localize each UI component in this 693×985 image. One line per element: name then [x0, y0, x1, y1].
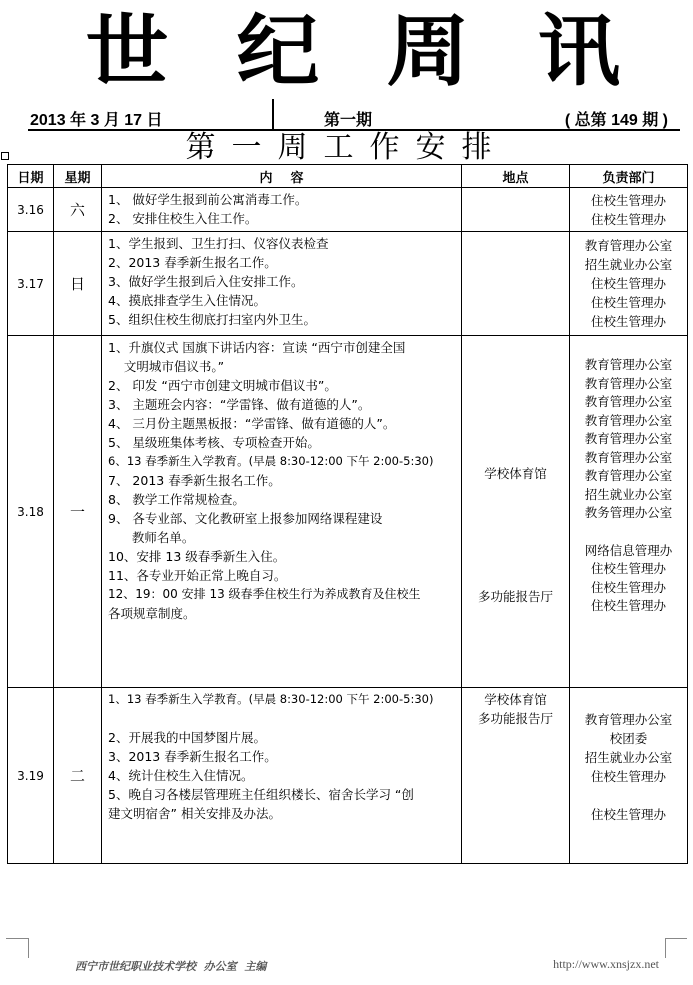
dept-line: 住校生管理办: [590, 314, 666, 329]
dept-line: 住校生管理办: [590, 295, 666, 310]
dept-line: 住校生管理办: [590, 211, 666, 227]
content-line: 1、升旗仪式 国旗下讲话内容：宣读 “西宁市创建全国: [108, 340, 406, 355]
content-line: 10、安排 13 级春季新生入住。: [108, 549, 286, 564]
row-date: 3.18: [8, 336, 54, 688]
header-content: 内 容: [102, 165, 462, 188]
content-line: 7、 2013 春季新生报名工作。: [108, 473, 281, 488]
dept-line: 教育管理办公室: [584, 468, 673, 483]
footer-url: http://www.xnsjzx.net: [553, 957, 659, 971]
place-line: 学校体育馆: [484, 692, 547, 707]
row-place: [462, 688, 570, 864]
dept-line: 网络信息管理办: [584, 542, 673, 558]
content-line: 5、晚自习各楼层管理班主任组织楼长、宿舍长学习 “创: [108, 787, 414, 802]
place-line: 学校体育馆: [484, 466, 547, 481]
row-place: [462, 336, 570, 688]
corner-mark: [6, 938, 28, 939]
header-place: 地点: [462, 165, 570, 188]
row-place: [462, 232, 570, 336]
corner-mark: [665, 938, 687, 939]
content-line: 教师名单。: [108, 530, 195, 545]
table-row: [8, 336, 688, 688]
dept-line: 教育管理办公室: [584, 357, 673, 372]
content-line: 6、13 春季新生入学教育。(早晨 8:30-12:00 下午 2:00-5:30): [108, 454, 434, 468]
dept-line: 校团委: [609, 731, 648, 746]
content-line: 文明城市倡议书。”: [108, 359, 225, 374]
table-row: [8, 688, 688, 864]
dept-line: 住校生管理办: [590, 561, 666, 576]
week-title: 第一周工作安排: [185, 130, 508, 165]
content-line: 3、做好学生报到后入住安排工作。: [108, 274, 304, 289]
row-weekday: 六: [54, 188, 102, 232]
header-dept: 负责部门: [570, 165, 688, 188]
issue-info-bar: [28, 103, 680, 131]
header-date: 日期: [8, 165, 54, 188]
content-line: 9、 各专业部、文化教研室上报参加网络课程建设: [108, 511, 383, 526]
row-weekday: 日: [54, 232, 102, 336]
dept-line: 教育管理办公室: [584, 238, 673, 253]
row-place: [462, 188, 570, 232]
dept-line: 教育管理办公室: [584, 394, 673, 409]
dept-line: 招生就业办公室: [584, 750, 673, 765]
row-dept: [570, 232, 688, 336]
header-weekday: 星期: [54, 165, 102, 188]
content-line: 8、 教学工作常规检查。: [108, 492, 245, 507]
content-line: 建文明宿舍” 相关安排及办法。: [108, 806, 281, 821]
masthead-char: 纪: [236, 6, 320, 97]
dept-line: 住校生管理办: [590, 598, 666, 613]
masthead-char: 讯: [537, 6, 621, 97]
content-line: 11、各专业开始正常上晚自习。: [108, 568, 287, 583]
dept-line: 住校生管理办: [590, 579, 666, 595]
content-line: 1、13 春季新生入学教育。(早晨 8:30-12:00 下午 2:00-5:30): [108, 692, 434, 706]
row-content: [102, 336, 462, 688]
content-line: 3、2013 春季新生报名工作。: [108, 749, 277, 764]
divider: [272, 99, 274, 131]
dept-gap: [570, 786, 687, 805]
masthead-char: 周: [386, 6, 470, 97]
corner-mark: [28, 938, 29, 958]
row-date: 3.17: [8, 232, 54, 336]
dept-line: 住校生管理办: [590, 769, 666, 784]
row-date: 3.16: [8, 188, 54, 232]
dept-line: 教务管理办公室: [584, 505, 673, 520]
dept-line: 教育管理办公室: [584, 375, 673, 391]
content-line: 4、统计住校生入住情况。: [108, 768, 254, 783]
row-dept: [570, 688, 688, 864]
table-anchor-handle[interactable]: [1, 152, 9, 160]
content-line: 2、开展我的中国梦图片展。: [108, 730, 266, 745]
dept-line: 住校生管理办: [590, 807, 666, 822]
total-issue-number: ( 总第 149 期 ): [564, 112, 668, 129]
row-date: 3.19: [8, 688, 54, 864]
content-line: 1、 做好学生报到前公寓消毒工作。: [108, 192, 308, 207]
content-line: 4、 三月份主题黑板报：“学雷锋、做有道德的人”。: [108, 416, 396, 431]
dept-line: 招生就业办公室: [584, 257, 673, 272]
row-weekday: 一: [54, 336, 102, 688]
dept-line: 住校生管理办: [590, 276, 666, 291]
dept-line: 住校生管理办: [590, 192, 666, 208]
masthead-title: [85, 6, 621, 98]
footer-publisher: 西宁市世纪职业技术学校 办公室 主编: [75, 960, 267, 973]
content-line: 1、学生报到、卫生打扫、仪容仪表检查: [108, 236, 329, 251]
place-line: 多功能报告厅: [477, 711, 553, 726]
table-row: [8, 232, 688, 336]
content-line: 2、2013 春季新生报名工作。: [108, 255, 277, 270]
row-content: [102, 688, 462, 864]
content-line: 各项规章制度。: [108, 606, 196, 621]
dept-line: 教育管理办公室: [584, 712, 673, 727]
row-weekday: 二: [54, 688, 102, 864]
content-line: 3、 主题班会内容：“学雷锋、做有道德的人”。: [108, 397, 371, 412]
issue-number: 第一期: [324, 112, 373, 129]
dept-gap: [570, 523, 687, 542]
place-line: 多功能报告厅: [477, 589, 553, 604]
issue-date: 2013 年 3 月 17 日: [30, 112, 163, 129]
content-line: 5、组织住校生彻底打扫室内外卫生。: [108, 312, 316, 327]
content-line: 4、摸底排查学生入住情况。: [108, 293, 266, 308]
row-content: [102, 188, 462, 232]
row-content: [102, 232, 462, 336]
content-line: 12、19：00 安排 13 级春季住校生行为养成教育及住校生: [108, 587, 421, 601]
table-header-row: [8, 165, 688, 188]
dept-line: 教育管理办公室: [584, 431, 673, 446]
row-dept: [570, 188, 688, 232]
dept-line: 招生就业办公室: [584, 486, 673, 502]
masthead-char: 世: [85, 6, 169, 97]
dept-line: 教育管理办公室: [584, 412, 673, 428]
content-line: 2、 安排住校生入住工作。: [108, 211, 258, 226]
content-line: 2、 印发 “西宁市创建文明城市倡议书”。: [108, 378, 337, 393]
table-row: [8, 188, 688, 232]
row-dept: [570, 336, 688, 688]
content-gap: [108, 709, 457, 728]
schedule-table: [7, 164, 688, 864]
dept-line: 教育管理办公室: [584, 449, 673, 465]
corner-mark: [665, 938, 666, 958]
content-line: 5、 星级班集体考核、专项检查开始。: [108, 435, 320, 450]
